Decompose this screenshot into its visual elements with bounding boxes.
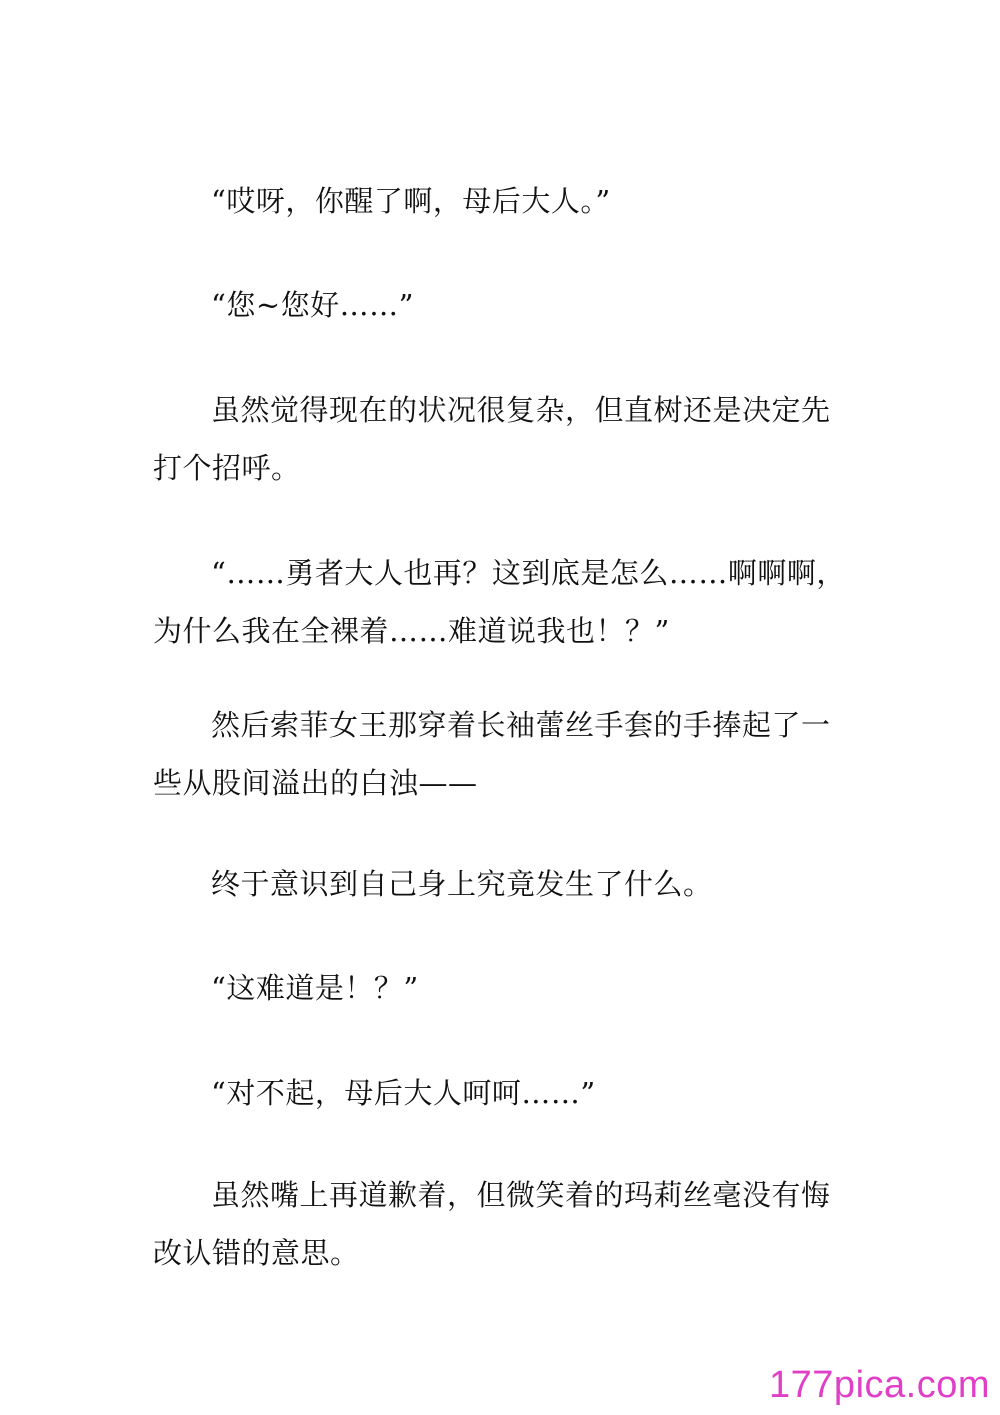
paragraph-4: “……勇者大人也再？这到底是怎么……啊啊啊，为什么我在全裸着……难道说我也！？” (153, 556, 846, 648)
paragraph-5: 然后索菲女王那穿着长袖蕾丝手套的手捧起了一些从股间溢出的白浊—— (153, 708, 831, 800)
paragraph-7: “这难道是！？” (211, 971, 419, 1005)
paragraph-9: 虽然嘴上再道歉着，但微笑着的玛莉丝毫没有悔改认错的意思。 (153, 1178, 831, 1270)
paragraph-6: 终于意识到自己身上究竟发生了什么。 (211, 867, 713, 901)
paragraph-3: 虽然觉得现在的状况很复杂，但直树还是决定先打个招呼。 (153, 393, 831, 485)
paragraph-1: “哎呀，你醒了啊，母后大人。” (211, 184, 611, 218)
watermark-text: 177pica.com (769, 1364, 990, 1406)
paragraph-8: “对不起，母后大人呵呵……” (211, 1076, 596, 1110)
paragraph-2: “您~您好……” (211, 288, 414, 322)
